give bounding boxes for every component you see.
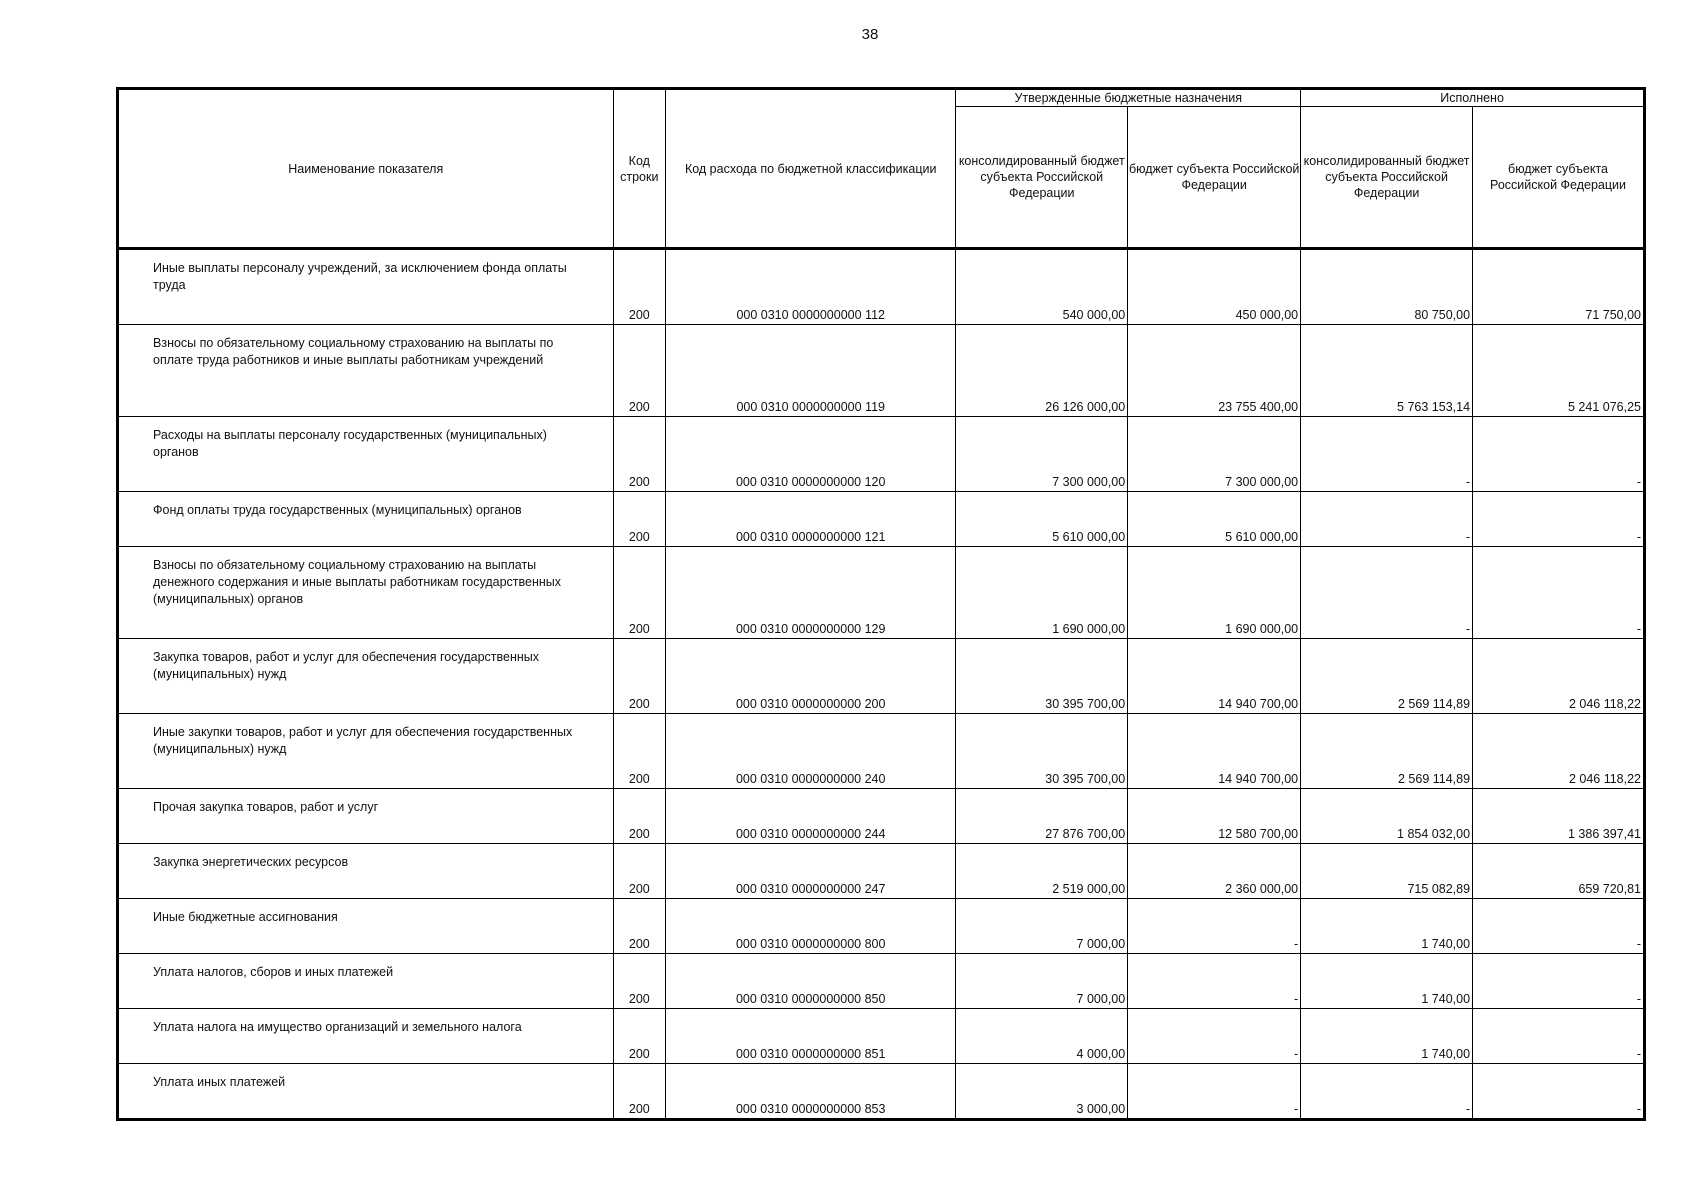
row-bk-code: 000 0310 0000000000 853 xyxy=(666,1064,956,1120)
row-name-cell xyxy=(118,899,614,954)
row-bk-code: 000 0310 0000000000 850 xyxy=(666,954,956,1009)
table-row xyxy=(118,249,1645,325)
row-executed-consolidated: 2 569 114,89 xyxy=(1301,714,1473,789)
row-approved-consolidated: 3 000,00 xyxy=(956,1064,1128,1120)
row-name-cell xyxy=(118,492,614,547)
row-name-cell xyxy=(118,249,614,325)
row-executed-consolidated: 5 763 153,14 xyxy=(1301,325,1473,417)
row-bk-code: 000 0310 0000000000 119 xyxy=(666,325,956,417)
row-approved-subject: 14 940 700,00 xyxy=(1128,639,1301,714)
table-row xyxy=(118,492,1645,547)
row-executed-subject: - xyxy=(1473,547,1645,639)
row-approved-consolidated: 7 300 000,00 xyxy=(956,417,1128,492)
row-approved-subject: - xyxy=(1128,899,1301,954)
page-number: 38 xyxy=(861,26,879,43)
header-name: Наименование показателя xyxy=(118,89,614,249)
row-name-cell xyxy=(118,547,614,639)
row-name: Взносы по обязательному социальному страхованию на выплаты денежного содержания и иные выплаты работникам государственных (муниципальных) органов xyxy=(153,558,561,606)
row-executed-consolidated: 1 740,00 xyxy=(1301,1009,1473,1064)
row-line-code: 200 xyxy=(613,492,666,547)
row-line-code: 200 xyxy=(613,1009,666,1064)
row-name-cell xyxy=(118,1064,614,1120)
row-line-code: 200 xyxy=(613,954,666,1009)
table-row xyxy=(118,789,1645,844)
row-executed-subject: 71 750,00 xyxy=(1473,249,1645,325)
header-row-code: Код строки xyxy=(613,89,666,249)
row-executed-consolidated: - xyxy=(1301,417,1473,492)
row-approved-subject: 450 000,00 xyxy=(1128,249,1301,325)
row-name: Уплата налогов, сборов и иных платежей xyxy=(153,965,394,979)
row-bk-code: 000 0310 0000000000 112 xyxy=(666,249,956,325)
row-executed-subject: 1 386 397,41 xyxy=(1473,789,1645,844)
row-bk-code: 000 0310 0000000000 121 xyxy=(666,492,956,547)
header-approved-subject: бюджет субъекта Российской Федерации xyxy=(1128,107,1301,249)
row-name-cell xyxy=(118,789,614,844)
row-approved-subject: 23 755 400,00 xyxy=(1128,325,1301,417)
row-name: Прочая закупка товаров, работ и услуг xyxy=(153,800,379,814)
row-bk-code: 000 0310 0000000000 240 xyxy=(666,714,956,789)
row-name: Взносы по обязательному социальному страхованию на выплаты по оплате труда работников и иные выплаты работникам учреждений xyxy=(153,336,554,367)
row-name-cell xyxy=(118,325,614,417)
row-approved-consolidated: 30 395 700,00 xyxy=(956,639,1128,714)
row-approved-consolidated: 2 519 000,00 xyxy=(956,844,1128,899)
row-executed-subject: - xyxy=(1473,899,1645,954)
row-approved-consolidated: 1 690 000,00 xyxy=(956,547,1128,639)
row-approved-consolidated: 30 395 700,00 xyxy=(956,714,1128,789)
table-row xyxy=(118,1064,1645,1120)
row-line-code: 200 xyxy=(613,844,666,899)
table-row xyxy=(118,714,1645,789)
row-bk-code: 000 0310 0000000000 244 xyxy=(666,789,956,844)
row-name: Закупка товаров, работ и услуг для обеспечения государственных (муниципальных) нужд xyxy=(153,650,539,681)
row-line-code: 200 xyxy=(613,899,666,954)
header-executed-consolidated: консолидированный бюджет субъекта Российской Федерации xyxy=(1301,107,1473,249)
row-approved-subject: 14 940 700,00 xyxy=(1128,714,1301,789)
row-executed-consolidated: 715 082,89 xyxy=(1301,844,1473,899)
header-approved-group: Утвержденные бюджетные назначения xyxy=(956,89,1301,107)
row-executed-subject: - xyxy=(1473,1064,1645,1120)
row-name: Расходы на выплаты персоналу государственных (муниципальных) органов xyxy=(153,428,547,459)
row-line-code: 200 xyxy=(613,1064,666,1120)
row-executed-subject: 2 046 118,22 xyxy=(1473,639,1645,714)
row-line-code: 200 xyxy=(613,325,666,417)
row-approved-consolidated: 5 610 000,00 xyxy=(956,492,1128,547)
row-name-cell xyxy=(118,1009,614,1064)
row-name-cell xyxy=(118,714,614,789)
table-row xyxy=(118,639,1645,714)
row-name: Иные бюджетные ассигнования xyxy=(153,910,338,924)
row-bk-code: 000 0310 0000000000 120 xyxy=(666,417,956,492)
row-name: Иные закупки товаров, работ и услуг для обеспечения государственных (муниципальных) нужд xyxy=(153,725,573,756)
row-bk-code: 000 0310 0000000000 851 xyxy=(666,1009,956,1064)
row-line-code: 200 xyxy=(613,249,666,325)
row-line-code: 200 xyxy=(613,417,666,492)
row-executed-subject: 659 720,81 xyxy=(1473,844,1645,899)
row-approved-subject: 1 690 000,00 xyxy=(1128,547,1301,639)
table-header xyxy=(118,89,1645,249)
row-executed-subject: 2 046 118,22 xyxy=(1473,714,1645,789)
budget-execution-table xyxy=(116,87,1646,1121)
table-row xyxy=(118,899,1645,954)
header-executed-group: Исполнено xyxy=(1301,89,1645,107)
row-approved-subject: 2 360 000,00 xyxy=(1128,844,1301,899)
row-executed-consolidated: - xyxy=(1301,1064,1473,1120)
row-name-cell xyxy=(118,417,614,492)
header-executed-subject: бюджет субъекта Российской Федерации xyxy=(1473,107,1645,249)
row-executed-consolidated: 1 854 032,00 xyxy=(1301,789,1473,844)
table-row xyxy=(118,954,1645,1009)
row-name-cell xyxy=(118,639,614,714)
row-executed-subject: 5 241 076,25 xyxy=(1473,325,1645,417)
row-approved-consolidated: 540 000,00 xyxy=(956,249,1128,325)
row-executed-consolidated: 1 740,00 xyxy=(1301,954,1473,1009)
table-row xyxy=(118,844,1645,899)
row-approved-consolidated: 4 000,00 xyxy=(956,1009,1128,1064)
row-line-code: 200 xyxy=(613,789,666,844)
row-bk-code: 000 0310 0000000000 247 xyxy=(666,844,956,899)
row-executed-subject: - xyxy=(1473,417,1645,492)
row-executed-consolidated: - xyxy=(1301,492,1473,547)
row-approved-subject: 7 300 000,00 xyxy=(1128,417,1301,492)
row-bk-code: 000 0310 0000000000 200 xyxy=(666,639,956,714)
row-approved-subject: - xyxy=(1128,1009,1301,1064)
table-row xyxy=(118,547,1645,639)
row-executed-consolidated: 80 750,00 xyxy=(1301,249,1473,325)
row-bk-code: 000 0310 0000000000 800 xyxy=(666,899,956,954)
row-executed-consolidated: - xyxy=(1301,547,1473,639)
header-approved-consolidated: консолидированный бюджет субъекта Российской Федерации xyxy=(956,107,1128,249)
row-executed-subject: - xyxy=(1473,492,1645,547)
table-row xyxy=(118,325,1645,417)
row-line-code: 200 xyxy=(613,714,666,789)
row-name-cell xyxy=(118,954,614,1009)
row-name: Иные выплаты персоналу учреждений, за исключением фонда оплаты труда xyxy=(153,261,567,292)
row-approved-consolidated: 7 000,00 xyxy=(956,899,1128,954)
row-approved-subject: - xyxy=(1128,1064,1301,1120)
table-row xyxy=(118,1009,1645,1064)
row-bk-code: 000 0310 0000000000 129 xyxy=(666,547,956,639)
row-name: Закупка энергетических ресурсов xyxy=(153,855,349,869)
row-name-cell xyxy=(118,844,614,899)
row-approved-subject: 5 610 000,00 xyxy=(1128,492,1301,547)
row-approved-subject: - xyxy=(1128,954,1301,1009)
row-name: Уплата иных платежей xyxy=(153,1075,286,1089)
table-body xyxy=(118,249,1645,1120)
row-approved-consolidated: 7 000,00 xyxy=(956,954,1128,1009)
row-approved-consolidated: 26 126 000,00 xyxy=(956,325,1128,417)
row-executed-subject: - xyxy=(1473,1009,1645,1064)
header-bk-code: Код расхода по бюджетной классификации xyxy=(666,89,956,249)
row-name: Уплата налога на имущество организаций и земельного налога xyxy=(153,1020,522,1034)
row-line-code: 200 xyxy=(613,547,666,639)
row-approved-consolidated: 27 876 700,00 xyxy=(956,789,1128,844)
table-row xyxy=(118,417,1645,492)
row-executed-subject: - xyxy=(1473,954,1645,1009)
row-name: Фонд оплаты труда государственных (муниципальных) органов xyxy=(153,503,522,517)
row-executed-consolidated: 2 569 114,89 xyxy=(1301,639,1473,714)
row-executed-consolidated: 1 740,00 xyxy=(1301,899,1473,954)
row-line-code: 200 xyxy=(613,639,666,714)
row-approved-subject: 12 580 700,00 xyxy=(1128,789,1301,844)
